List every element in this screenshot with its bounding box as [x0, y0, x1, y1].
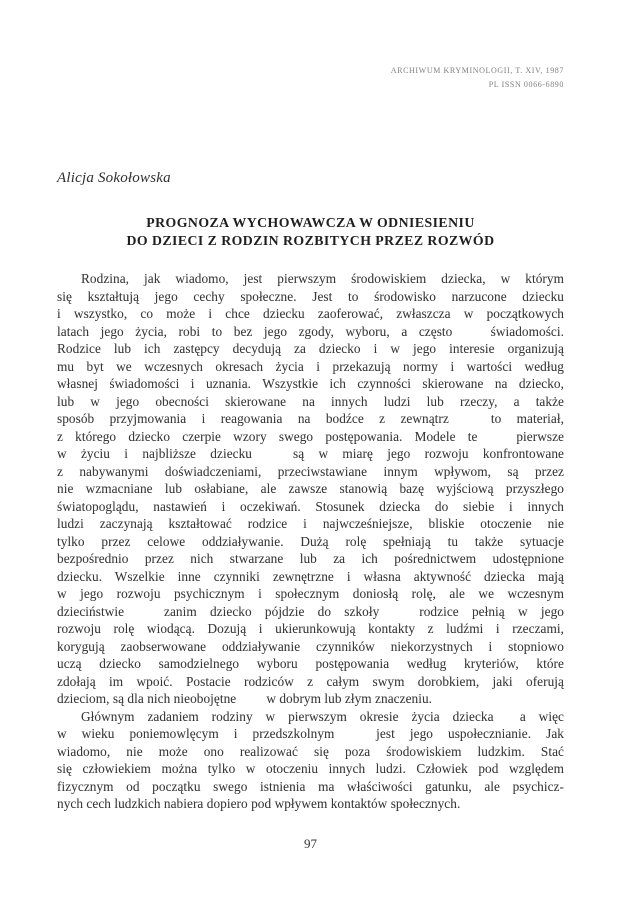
body-line: bezpośrednio przez nich stwarzane lub za ich pośrednictwem udostępnione: [57, 551, 564, 566]
body-line: światopoglądu, nastawień i oczekiwań. Stosunek dziecka do siebie i innych: [57, 498, 564, 514]
page-number: 97: [304, 835, 317, 851]
body-line: Rodzina, jak wiadomo, jest pierwszym środowiskiem dziecka, w którym: [81, 271, 564, 286]
body-line: lub w jego obecności skierowane na innych ludzi lub rzeczy, a także: [57, 393, 564, 409]
body-line: i wszystko, co może i chce dziecku zaoferować, zwłaszcza w początkowych: [57, 306, 564, 321]
article-body: [57, 270, 564, 813]
body-line: wiadomo, nie może ono realizować się poza środowiskiem ludzkim. Stać: [57, 743, 564, 759]
body-line: sposób przyjmowania i reagowania na bodźce z zewnątrz to materiał,: [57, 411, 564, 426]
paragraph: [57, 708, 564, 813]
running-head: [57, 64, 564, 92]
issn-line: PL ISSN 0066-6890: [488, 80, 564, 89]
body-line: dzieciom, są dla nich nieobojętne w dobrym lub złym znaczeniu.: [57, 691, 433, 706]
journal-title-line: ARCHIWUM KRYMINOLOGII, T. XIV, 1987: [390, 66, 564, 75]
body-line: uczą dziecko samodzielnego wyboru postępowania według kryteriów, które: [57, 656, 564, 671]
body-line: w wieku poniemowlęcym i przedszkolnym jest jego uspołecznianie. Jak: [57, 726, 564, 741]
body-line: mu byt we wczesnych okresach życia i przekazują normy i wartości według: [57, 358, 564, 374]
body-line: fizycznym od początku swego istnienia ma właściwości gatunku, ale psychicz-: [57, 778, 564, 794]
body-line: z nabywanymi doświadczeniami, przeciwstawiane innym wpływom, są przez: [57, 463, 564, 479]
body-line: nie wzmacniane lub osłabiane, ale zawsze stanowią bazę wyjściową przyszłego: [57, 481, 564, 496]
article-title-line-1: PROGNOZA WYCHOWAWCZA W ODNIESIENIU: [146, 215, 475, 230]
body-line: się kształtują jego cechy społeczne. Jest to środowisko narzucone dziecku: [57, 288, 564, 304]
author-name: Alicja Sokołowska: [57, 170, 171, 186]
body-line: latach jego życia, robi to bez jego zgody, wyboru, a często świadomości.: [57, 323, 564, 339]
body-line: tylko przez celowe oddziaływanie. Dużą rolę spełniają tu także sytuacje: [57, 533, 564, 549]
body-line: dziecku. Wszelkie inne czynniki zewnętrzne i własna aktywność dziecka mają: [57, 568, 564, 584]
body-line: się człowiekiem można tylko w otoczeniu innych ludzi. Człowiek pod względem: [57, 761, 564, 776]
paragraph: [57, 270, 564, 708]
body-line: rozwoju rolę wiodącą. Dozują i ukierunkowują kontakty z ludźmi i rzeczami,: [57, 621, 564, 636]
article-title: [57, 214, 564, 249]
article-title-line-2: DO DZIECI Z RODZIN ROZBITYCH PRZEZ ROZWÓD: [126, 232, 495, 248]
body-line: ludzi zaczynają kształtować rodzice i najwcześniejsze, bliskie otoczenie nie: [57, 516, 564, 531]
body-line: Rodzice lub ich zastępcy decydują za dziecko i w jego interesie organizują: [57, 341, 564, 356]
body-line: dzieciństwie zanim dziecko pójdzie do szkoły rodzice pełnią w jego: [57, 603, 564, 619]
body-line: Głównym zadaniem rodziny w pierwszym okresie życia dziecka a więc: [81, 708, 564, 724]
body-line: korygują zaobserwowane oddziaływanie czynników niekorzystnych i stopniowo: [57, 638, 564, 654]
body-line: zdołają im wpoić. Postacie rodziców z całym swym dorobkiem, jaki oferują: [57, 673, 564, 689]
body-line: w życiu i najbliższe dziecku są w miarę jego rozwoju konfrontowane: [57, 446, 564, 461]
body-line: z którego dziecko czerpie wzory swego postępowania. Modele te pierwsze: [57, 428, 564, 444]
body-line: w jego rozwoju psychicznym i społecznym doniosłą rolę, ale we wczesnym: [57, 586, 564, 601]
body-line: własnej świadomości i uznania. Wszystkie ich czynności skierowane na dziecko,: [57, 376, 564, 391]
body-line: nych cech ludzkich nabiera dopiero pod wpływem kontaktów społecznych.: [57, 796, 461, 811]
